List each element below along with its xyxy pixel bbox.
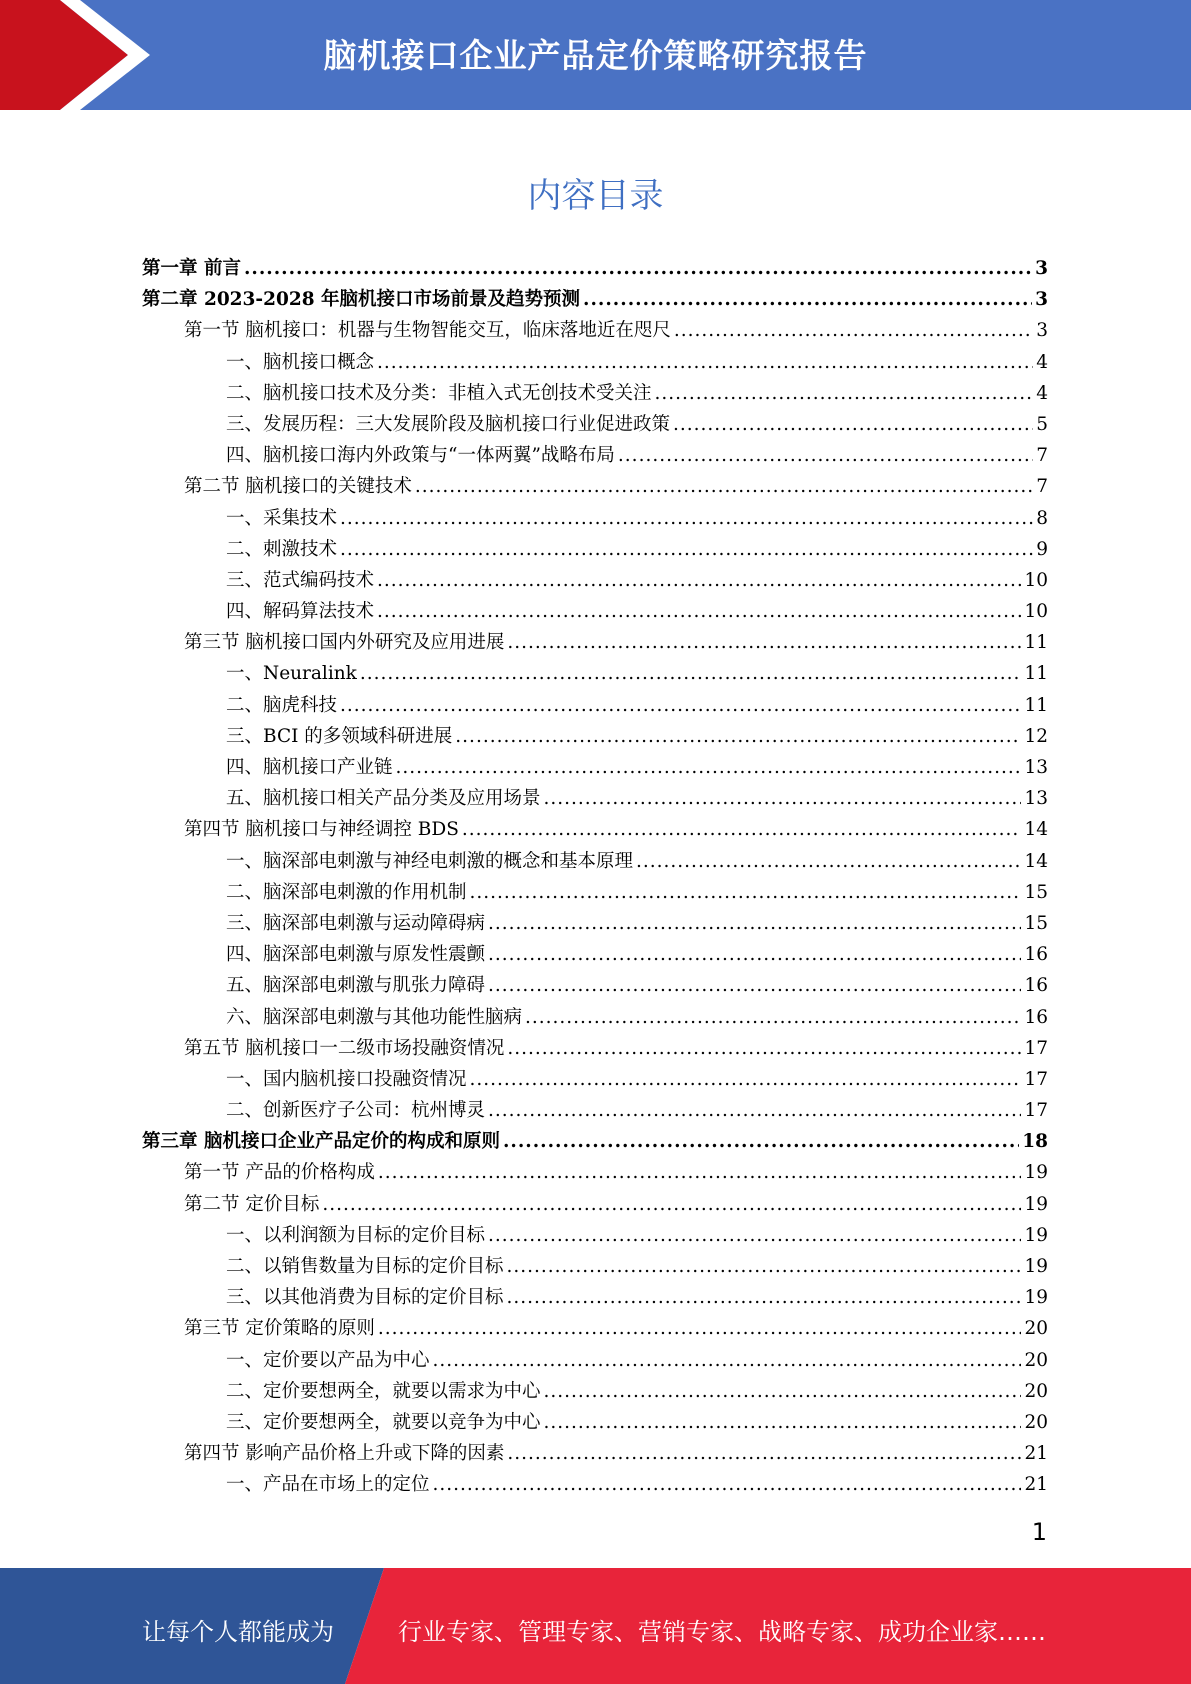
toc-entry-page: 17	[1024, 1068, 1048, 1090]
toc-dot-leader	[583, 284, 1032, 315]
toc-entry-title: 第二节 定价目标	[184, 1193, 320, 1215]
toc-entry-title: 三、范式编码技术	[226, 569, 375, 591]
toc-entry-title: 三、发展历程：三大发展阶段及脑机接口行业促进政策	[226, 413, 671, 435]
toc-dot-leader	[655, 378, 1034, 409]
toc-entry-title: 一、产品在市场上的定位	[226, 1474, 430, 1496]
toc-entry-title: 三、脑深部电刺激与运动障碍病	[226, 912, 486, 934]
toc-entry-page: 4	[1036, 351, 1048, 373]
toc-dot-leader	[455, 721, 1021, 752]
toc-section-entry[interactable]	[142, 1033, 1048, 1064]
toc-entry-page: 11	[1024, 663, 1048, 685]
toc-dot-leader	[340, 503, 1033, 534]
toc-section-entry[interactable]	[142, 814, 1048, 845]
toc-entry-page: 19	[1024, 1162, 1048, 1184]
footer-slogan-right: 行业专家、管理专家、营销专家、战略专家、成功企业家……	[398, 1618, 1046, 1646]
toc-dot-leader	[507, 1282, 1022, 1313]
toc-entry-page: 14	[1024, 819, 1048, 841]
toc-dot-leader	[525, 1002, 1021, 1033]
toc-entry-title: 第二节 脑机接口的关键技术	[184, 476, 412, 498]
toc-section-entry[interactable]	[142, 315, 1048, 346]
toc-entry-page: 3	[1036, 320, 1048, 342]
toc-subsection-entry[interactable]	[142, 565, 1048, 596]
toc-entry-title: 二、定价要想两全，就要以需求为中心	[226, 1380, 541, 1402]
toc-entry-title: 二、刺激技术	[226, 538, 338, 560]
toc-entry-title: 一、采集技术	[226, 507, 338, 529]
toc-section-entry[interactable]	[142, 471, 1048, 502]
toc-entry-title: 一、国内脑机接口投融资情况	[226, 1068, 467, 1090]
toc-entry-page: 13	[1024, 788, 1048, 810]
toc-dot-leader	[673, 409, 1033, 440]
toc-chapter-entry[interactable]	[142, 1126, 1048, 1157]
toc-dot-leader	[415, 471, 1033, 502]
footer-slogan-left: 让每个人都能成为	[142, 1618, 334, 1646]
toc-entry-title: 一、以利润额为目标的定价目标	[226, 1224, 486, 1246]
toc-entry-title: 一、脑机接口概念	[226, 351, 375, 373]
toc-entry-title: 五、脑深部电刺激与肌张力障碍	[226, 975, 486, 997]
toc-entry-page: 7	[1036, 476, 1048, 498]
toc-entry-page: 16	[1024, 944, 1048, 966]
toc-subsection-entry[interactable]	[142, 658, 1048, 689]
toc-subsection-entry[interactable]	[142, 1407, 1048, 1438]
toc-dot-leader	[396, 752, 1022, 783]
toc-subsection-entry[interactable]	[142, 908, 1048, 939]
toc-entry-page: 14	[1024, 850, 1048, 872]
toc-subsection-entry[interactable]	[142, 690, 1048, 721]
toc-dot-leader	[377, 347, 1033, 378]
toc-entry-title: 第二章 2023-2028 年脑机接口市场前景及趋势预测	[142, 289, 581, 311]
toc-entry-title: 第三节 脑机接口国内外研究及应用进展	[184, 632, 505, 654]
toc-entry-page: 20	[1024, 1349, 1048, 1371]
toc-entry-title: 第四节 脑机接口与神经调控 BDS	[184, 819, 459, 841]
toc-section-entry[interactable]	[142, 1157, 1048, 1188]
toc-subsection-entry[interactable]	[142, 721, 1048, 752]
toc-dot-leader	[544, 783, 1022, 814]
toc-subsection-entry[interactable]	[142, 347, 1048, 378]
toc-entry-title: 第三章 脑机接口企业产品定价的构成和原则	[142, 1131, 500, 1153]
toc-dot-leader	[462, 814, 1022, 845]
toc-subsection-entry[interactable]	[142, 1064, 1048, 1095]
toc-subsection-entry[interactable]	[142, 752, 1048, 783]
toc-entry-page: 18	[1022, 1131, 1048, 1153]
toc-subsection-entry[interactable]	[142, 1002, 1048, 1033]
toc-subsection-entry[interactable]	[142, 1220, 1048, 1251]
toc-subsection-entry[interactable]	[142, 378, 1048, 409]
toc-dot-leader	[507, 1438, 1021, 1469]
toc-dot-leader	[377, 596, 1021, 627]
toc-entry-page: 3	[1035, 258, 1048, 279]
toc-entry-page: 15	[1024, 881, 1048, 903]
toc-entry-page: 20	[1024, 1318, 1048, 1340]
toc-entry-page: 7	[1036, 445, 1048, 467]
toc-entry-title: 第五节 脑机接口一二级市场投融资情况	[184, 1037, 505, 1059]
page-footer	[0, 1568, 1191, 1684]
toc-entry-page: 3	[1035, 289, 1048, 311]
toc-entry-title: 三、BCI 的多领域科研进展	[226, 725, 453, 747]
toc-subsection-entry[interactable]	[142, 1282, 1048, 1313]
toc-entry-page: 20	[1024, 1411, 1048, 1433]
toc-subsection-entry[interactable]	[142, 1251, 1048, 1282]
toc-entry-title: 二、创新医疗子公司：杭州博灵	[226, 1100, 486, 1122]
toc-entry-title: 一、Neuralink	[226, 663, 357, 685]
toc-subsection-entry[interactable]	[142, 596, 1048, 627]
toc-dot-leader	[488, 970, 1021, 1001]
toc-entry-title: 二、以销售数量为目标的定价目标	[226, 1256, 504, 1277]
toc-entry-page: 4	[1036, 382, 1048, 404]
toc-entry-page: 16	[1024, 975, 1048, 997]
toc-entry-title: 五、脑机接口相关产品分类及应用场景	[226, 788, 541, 810]
toc-dot-leader	[488, 908, 1021, 939]
toc-entry-page: 17	[1024, 1037, 1048, 1059]
toc-entry-title: 二、脑虎科技	[226, 694, 338, 716]
toc-section-entry[interactable]	[142, 627, 1048, 658]
toc-dot-leader	[433, 1345, 1022, 1376]
toc-entry-page: 19	[1024, 1287, 1048, 1309]
toc-entry-title: 第三节 定价策略的原则	[184, 1318, 375, 1340]
toc-dot-leader	[470, 1064, 1022, 1095]
toc-subsection-entry[interactable]	[142, 440, 1048, 471]
toc-entry-page: 10	[1024, 569, 1048, 591]
toc-entry-page: 13	[1024, 757, 1048, 778]
toc-dot-leader	[322, 1189, 1021, 1220]
toc-entry-page: 11	[1024, 694, 1048, 716]
toc-chapter-entry[interactable]	[142, 284, 1048, 315]
toc-entry-page: 8	[1036, 507, 1048, 529]
toc-entry-title: 四、解码算法技术	[226, 601, 375, 623]
toc-subsection-entry[interactable]	[142, 1345, 1048, 1376]
toc-entry-title: 三、以其他消费为目标的定价目标	[226, 1287, 504, 1309]
toc-entry-title: 第四节 影响产品价格上升或下降的因素	[184, 1443, 505, 1465]
toc-subsection-entry[interactable]	[142, 503, 1048, 534]
toc-dot-leader	[636, 846, 1021, 877]
toc-entry-page: 19	[1024, 1256, 1048, 1277]
toc-entry-title: 一、脑深部电刺激与神经电刺激的概念和基本原理	[226, 850, 634, 872]
toc-dot-leader	[433, 1469, 1022, 1500]
toc-entry-page: 19	[1024, 1224, 1048, 1246]
toc-subsection-entry[interactable]	[142, 970, 1048, 1001]
toc-entry-page: 15	[1024, 912, 1048, 934]
toc-entry-title: 二、脑机接口技术及分类：非植入式无创技术受关注	[226, 382, 652, 404]
toc-dot-leader	[488, 1095, 1021, 1126]
toc-dot-leader	[378, 1313, 1022, 1344]
report-title: 脑机接口企业产品定价策略研究报告	[323, 36, 868, 75]
toc-dot-leader	[488, 1220, 1021, 1251]
toc-entry-title: 六、脑深部电刺激与其他功能性脑病	[226, 1006, 523, 1028]
toc-subsection-entry[interactable]	[142, 846, 1048, 877]
toc-subsection-entry[interactable]	[142, 534, 1048, 565]
toc-subsection-entry[interactable]	[142, 1095, 1048, 1126]
toc-dot-leader	[360, 658, 1022, 689]
toc-entry-title: 一、定价要以产品为中心	[226, 1349, 430, 1371]
toc-dot-leader	[340, 690, 1021, 721]
toc-dot-leader	[507, 1251, 1022, 1282]
toc-dot-leader	[377, 565, 1021, 596]
toc-dot-leader	[674, 315, 1033, 346]
toc-entry-page: 21	[1024, 1474, 1048, 1496]
toc-dot-leader	[488, 939, 1021, 970]
toc-dot-leader	[618, 440, 1033, 471]
toc-subsection-entry[interactable]	[142, 877, 1048, 908]
toc-entry-page: 11	[1024, 632, 1048, 654]
toc-entry-title: 第一节 脑机接口：机器与生物智能交互，临床落地近在咫尺	[184, 320, 671, 342]
toc-entry-page: 12	[1024, 725, 1048, 747]
toc-dot-leader	[470, 877, 1022, 908]
toc-dot-leader	[544, 1407, 1022, 1438]
toc-dot-leader	[507, 1033, 1021, 1064]
toc-entry-page: 9	[1036, 538, 1048, 560]
toc-dot-leader	[544, 1376, 1022, 1407]
toc-section-entry[interactable]	[142, 1313, 1048, 1344]
toc-entry-page: 17	[1024, 1100, 1048, 1122]
toc-dot-leader	[340, 534, 1033, 565]
toc-entry-page: 10	[1024, 601, 1048, 623]
toc-entry-page: 5	[1036, 413, 1048, 435]
toc-entry-title: 二、脑深部电刺激的作用机制	[226, 881, 467, 903]
toc-subsection-entry[interactable]	[142, 1376, 1048, 1407]
toc-entry-title: 三、定价要想两全，就要以竞争为中心	[226, 1411, 541, 1433]
toc-subsection-entry[interactable]	[142, 939, 1048, 970]
toc-dot-leader	[244, 253, 1032, 284]
toc-dot-leader	[378, 1157, 1022, 1188]
page-number: 1	[1031, 1518, 1047, 1546]
toc-section-entry[interactable]	[142, 1438, 1048, 1469]
toc-entry-page: 21	[1024, 1443, 1048, 1465]
toc-entry-page: 16	[1024, 1006, 1048, 1028]
toc-chapter-entry[interactable]	[142, 253, 1048, 284]
toc-section-entry[interactable]	[142, 1189, 1048, 1220]
toc-entry-page: 20	[1024, 1380, 1048, 1402]
toc-entry-title: 四、脑机接口海内外政策与“一体两翼”战略布局	[226, 445, 615, 467]
toc-heading: 内容目录	[527, 176, 664, 216]
toc-entry-page: 19	[1024, 1193, 1048, 1215]
toc-dot-leader	[503, 1126, 1019, 1157]
toc-entry-title: 四、脑机接口产业链	[226, 757, 393, 778]
toc-subsection-entry[interactable]	[142, 783, 1048, 814]
toc-subsection-entry[interactable]	[142, 409, 1048, 440]
page-header	[0, 0, 1191, 110]
table-of-contents	[142, 253, 1048, 1501]
toc-dot-leader	[507, 627, 1021, 658]
toc-entry-title: 第一章 前言	[142, 258, 241, 279]
toc-entry-title: 第一节 产品的价格构成	[184, 1162, 375, 1184]
toc-entry-title: 四、脑深部电刺激与原发性震颤	[226, 944, 486, 966]
toc-subsection-entry[interactable]	[142, 1469, 1048, 1500]
